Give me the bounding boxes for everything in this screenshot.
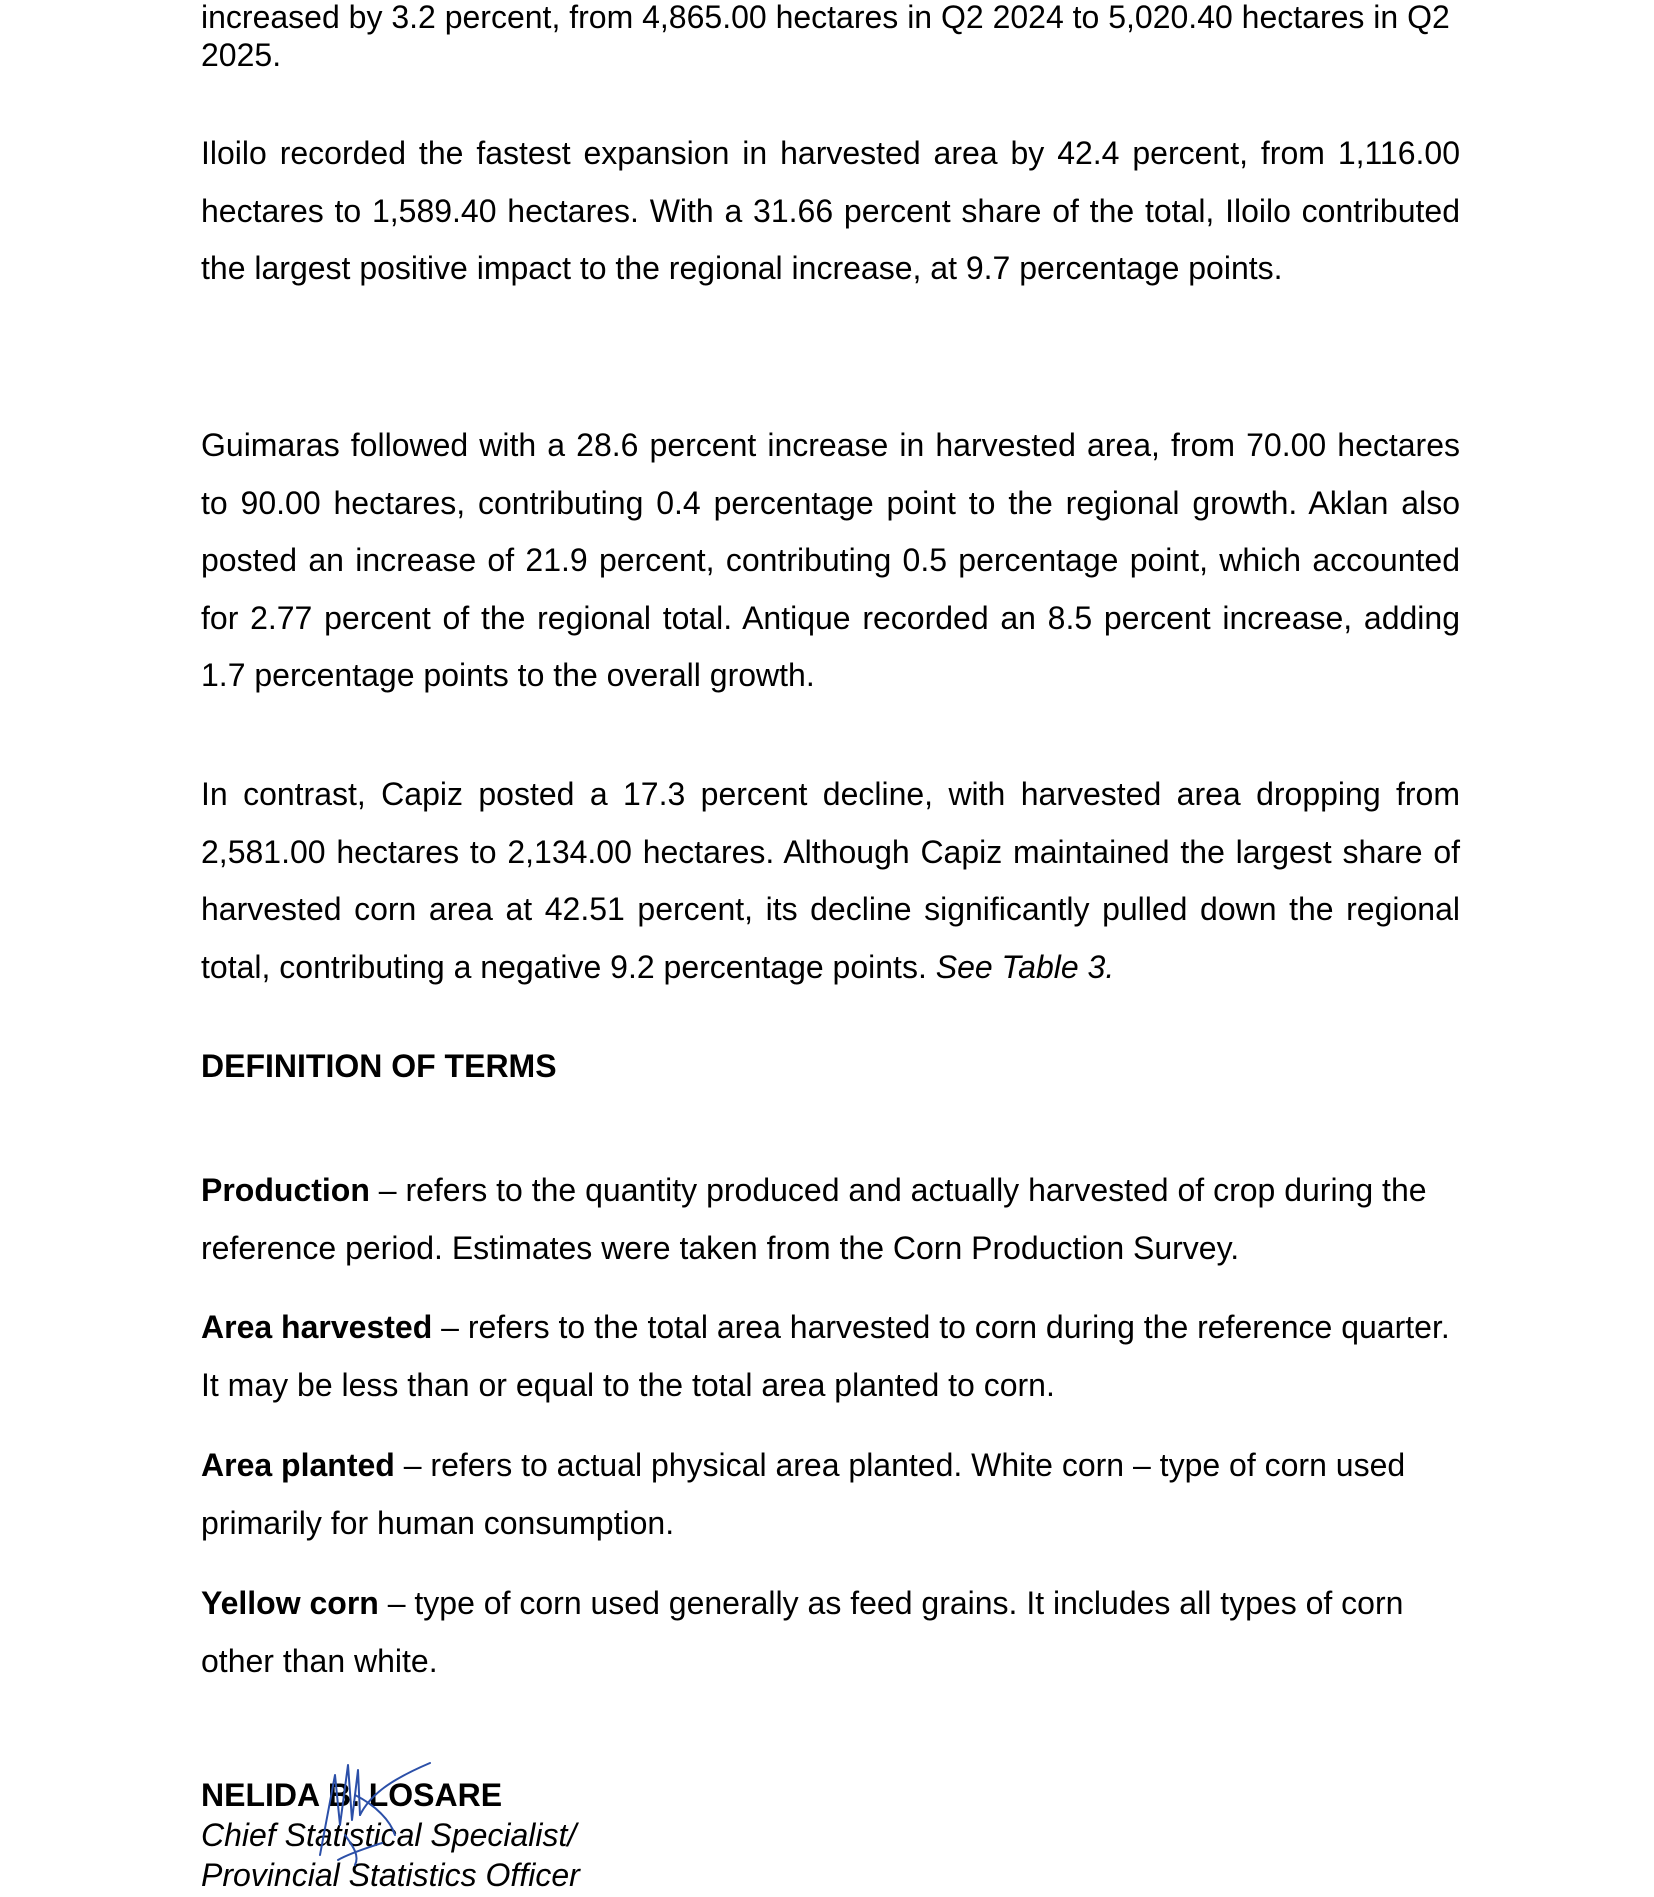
signatory-title-line1: Chief Statistical Specialist/ (201, 1817, 577, 1853)
definition-production (201, 1162, 1460, 1277)
definition-text: – refers to the total area harvested to corn during the reference quarter. It may be less than or equal to the total area planted to corn. (201, 1309, 1450, 1403)
definition-term: Production (201, 1172, 370, 1208)
definition-text: – refers to the quantity produced and actually harvested of crop during the reference period. Estimates were taken from the Corn Production Survey. (201, 1172, 1427, 1266)
definition-term: Yellow corn (201, 1585, 379, 1621)
definition-yellow-corn (201, 1575, 1460, 1690)
table-reference: See Table 3. (935, 948, 1115, 985)
signature-block (201, 1775, 801, 1895)
definition-text: – type of corn used generally as feed grains. It includes all types of corn other than white. (201, 1585, 1404, 1679)
definition-area-planted (201, 1437, 1460, 1552)
handwritten-signature (300, 1735, 440, 1875)
paragraph-regional-area: increased by 3.2 percent, from 4,865.00 hectares in Q2 2024 to 5,020.40 hectares in Q2 2025. (201, 0, 1450, 73)
definition-text: – refers to actual physical area planted. White corn – type of corn used primarily for human consumption. (201, 1447, 1406, 1541)
paragraph-iloilo: Iloilo recorded the fastest expansion in harvested area by 42.4 percent, from 1,116.00 hectares to 1,589.40 hectares. With a 31.66 percent share of the total, Iloilo contributed the largest positive impact to the regional increase, at 9.7 percentage points. (201, 135, 1460, 286)
capiz-text: In contrast, Capiz posted a 17.3 percent decline, with harvested area dropping from 2,581.00 hectares to 2,134.00 hectares. Although Capiz maintained the largest share of harvested corn area at 42.51 percent, its decline significantly pulled down the regional total, contributing a negative 9.2 percentage points. (201, 776, 1460, 985)
definition-term: Area planted (201, 1447, 395, 1483)
paragraph-capiz (201, 766, 1460, 996)
definition-term: Area harvested (201, 1309, 433, 1345)
definitions-heading: DEFINITION OF TERMS (201, 1048, 557, 1084)
signatory-title-line2: Provincial Statistics Officer (201, 1857, 580, 1893)
paragraph-guimaras-aklan-antique: Guimaras followed with a 28.6 percent increase in harvested area, from 70.00 hectares to 90.00 hectares, contributing 0.4 percentage point to the regional growth. Aklan also posted an increase of 21.9 percent, contributing 0.5 percentage point, which accounted for 2.77 percent of the regional total. Antique recorded an 8.5 percent increase, adding 1.7 percentage points to the overall growth. (201, 427, 1460, 693)
signatory-name: NELIDA B. LOSARE (201, 1777, 503, 1813)
definition-area-harvested (201, 1299, 1460, 1414)
